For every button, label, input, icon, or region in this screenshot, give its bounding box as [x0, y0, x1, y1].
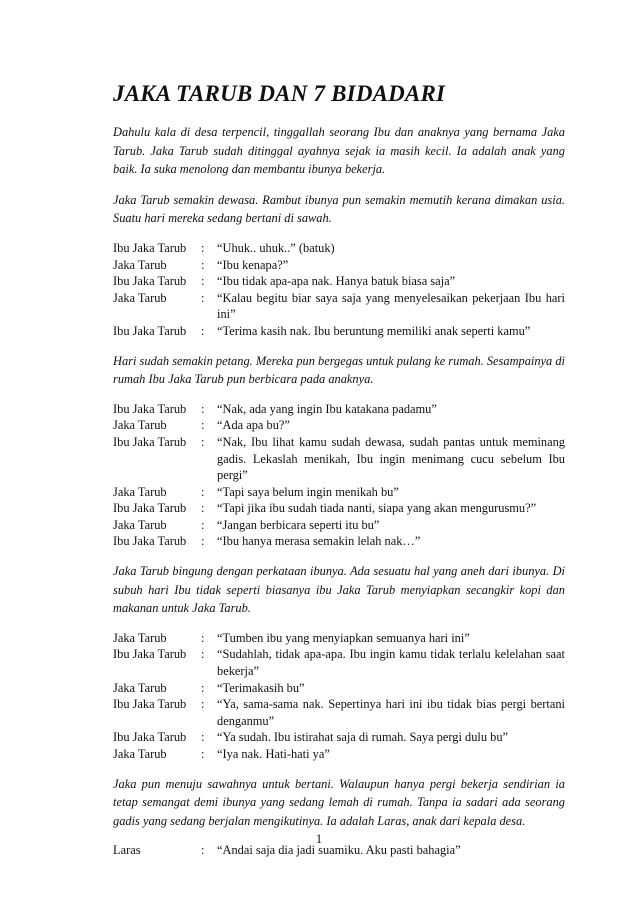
dialog-colon: :: [201, 434, 205, 449]
narration-paragraph: Jaka Tarub semakin dewasa. Rambut ibunya pun semakin memutih kerana dimakan usia. Suatu hari mereka sedang bertani di sawah.: [113, 192, 565, 226]
dialog-colon: :: [201, 501, 205, 516]
dialog-text: “Ada apa bu?”: [217, 418, 290, 433]
dialog-line: [113, 257, 565, 274]
speaker-name: Jaka Tarub: [113, 290, 167, 305]
dialog-line: [113, 517, 565, 534]
dialog-colon: :: [201, 290, 205, 305]
dialog-line: [113, 729, 565, 746]
dialog-block: [113, 401, 565, 550]
speaker-name: Jaka Tarub: [113, 517, 167, 532]
speaker-name: Ibu Jaka Tarub: [113, 323, 187, 338]
dialog-text: “Andai saja dia jadi suamiku. Aku pasti bahagia”: [217, 843, 461, 858]
speaker-name: Jaka Tarub: [113, 257, 167, 272]
dialog-text: “Ibu hanya merasa semakin lelah nak…”: [217, 534, 421, 549]
dialog-colon: :: [201, 274, 205, 289]
narration-paragraph: Dahulu kala di desa terpencil, tinggallah seorang Ibu dan anaknya yang bernama Jaka Tarub. Jaka Tarub sudah ditinggal ayahnya sejak ia masih kecil. Ia adalah anak yang baik. Ia suka menolong dan membantu ibunya bekerja.: [113, 125, 565, 177]
speaker-name: Ibu Jaka Tarub: [113, 534, 187, 549]
speaker-name: Ibu Jaka Tarub: [113, 501, 187, 516]
dialog-colon: :: [201, 517, 205, 532]
dialog-text: “Tapi jika ibu sudah tiada nanti, siapa yang akan mengurusmu?”: [217, 501, 537, 516]
dialog-colon: :: [201, 323, 205, 338]
dialog-colon: :: [201, 680, 205, 695]
dialog-text: “Uhuk.. uhuk..” (batuk): [217, 240, 335, 255]
speaker-name: Jaka Tarub: [113, 418, 167, 433]
dialog-text: “Iya nak. Hati-hati ya”: [217, 747, 330, 761]
dialog-line: [113, 401, 565, 418]
dialog-text: “Terima kasih nak. Ibu beruntung memiliki anak seperti kamu”: [217, 323, 531, 338]
dialog-line: [113, 646, 565, 679]
narration-paragraph: Jaka pun menuju sawahnya untuk bertani. Walaupun hanya pergi bekerja sendirian ia tetap semangat demi ibunya yang sedang lemah di rumah. Tanpa ia sadari ada seorang gadis yang sedang berjalan mengikutinya. Ia adalah Laras, anak dari kepala desa.: [113, 776, 565, 828]
dialog-colon: :: [201, 418, 205, 433]
dialog-text: “Nak, Ibu lihat kamu sudah dewasa, sudah pantas untuk meminang gadis. Lekaslah menikah, Ibu ingin menimang cucu sebelum Ibu pergi”: [217, 434, 565, 483]
dialog-line: [113, 434, 565, 484]
speaker-name: Ibu Jaka Tarub: [113, 434, 187, 449]
dialog-line: [113, 533, 565, 550]
speaker-name: Ibu Jaka Tarub: [113, 697, 187, 712]
dialog-colon: :: [201, 843, 205, 858]
dialog-colon: :: [201, 647, 205, 662]
dialog-text: “Terimakasih bu”: [217, 680, 305, 695]
page-number: 1: [315, 832, 323, 846]
dialog-colon: :: [201, 401, 205, 416]
dialog-block: [113, 630, 565, 763]
dialog-colon: :: [201, 534, 205, 549]
speaker-name: Jaka Tarub: [113, 680, 167, 695]
dialog-text: “Kalau begitu biar saya saja yang menyelesaikan pekerjaan Ibu hari ini”: [217, 290, 565, 322]
dialog-colon: :: [201, 484, 205, 499]
dialog-colon: :: [201, 257, 205, 272]
dialog-text: “Nak, ada yang ingin Ibu katakana padamu”: [217, 401, 437, 416]
dialog-line: [113, 484, 565, 501]
speaker-name: Ibu Jaka Tarub: [113, 647, 187, 662]
dialog-text: “Tumben ibu yang menyiapkan semuanya hari ini”: [217, 630, 470, 645]
narration-paragraph: Hari sudah semakin petang. Mereka pun bergegas untuk pulang ke rumah. Sesampainya di rumah Ibu Jaka Tarub pun berbicara pada anaknya.: [113, 353, 565, 387]
dialog-line: [113, 273, 565, 290]
dialog-line: [113, 746, 565, 763]
dialog-line: [113, 696, 565, 729]
dialog-text: “Ya, sama-sama nak. Sepertinya hari ini ibu tidak bias pergi bertani denganmu”: [217, 697, 565, 728]
dialog-text: “Tapi saya belum ingin menikah bu”: [217, 484, 399, 499]
dialog-line: [113, 290, 565, 323]
speaker-name: Ibu Jaka Tarub: [113, 274, 187, 289]
dialog-line: [113, 500, 565, 517]
dialog-colon: :: [201, 747, 205, 761]
document-body: [113, 80, 565, 871]
speaker-name: Jaka Tarub: [113, 747, 167, 761]
speaker-name: Laras: [113, 843, 141, 858]
dialog-line: [113, 680, 565, 697]
speaker-name: Ibu Jaka Tarub: [113, 240, 187, 255]
dialog-block: [113, 240, 565, 340]
dialog-line: [113, 630, 565, 647]
speaker-name: Jaka Tarub: [113, 630, 167, 645]
dialog-colon: :: [201, 697, 205, 712]
narration-paragraph: Jaka Tarub bingung dengan perkataan ibunya. Ada sesuatu hal yang aneh dari ibunya. Di subuh hari Ibu tidak seperti biasanya ibu Jaka Tarub menyiapkan secangkir kopi dan makanan untuk Jaka Tarub.: [113, 564, 565, 616]
dialog-text: “Sudahlah, tidak apa-apa. Ibu ingin kamu tidak terlalu kelelahan saat bekerja”: [217, 647, 565, 679]
dialog-text: “Jangan berbicara seperti itu bu”: [217, 517, 380, 532]
document-title: JAKA TARUB DAN 7 BIDADARI: [113, 81, 446, 106]
dialog-line: [113, 417, 565, 434]
dialog-text: “Ibu tidak apa-apa nak. Hanya batuk biasa saja”: [217, 274, 456, 289]
speaker-name: Jaka Tarub: [113, 484, 167, 499]
dialog-text: “Ibu kenapa?”: [217, 257, 289, 272]
speaker-name: Ibu Jaka Tarub: [113, 730, 187, 745]
dialog-colon: :: [201, 730, 205, 745]
dialog-line: [113, 323, 565, 340]
dialog-colon: :: [201, 630, 205, 645]
dialog-text: “Ya sudah. Ibu istirahat saja di rumah. Saya pergi dulu bu”: [217, 730, 509, 745]
dialog-colon: :: [201, 240, 205, 255]
speaker-name: Ibu Jaka Tarub: [113, 401, 187, 416]
dialog-line: [113, 240, 565, 257]
